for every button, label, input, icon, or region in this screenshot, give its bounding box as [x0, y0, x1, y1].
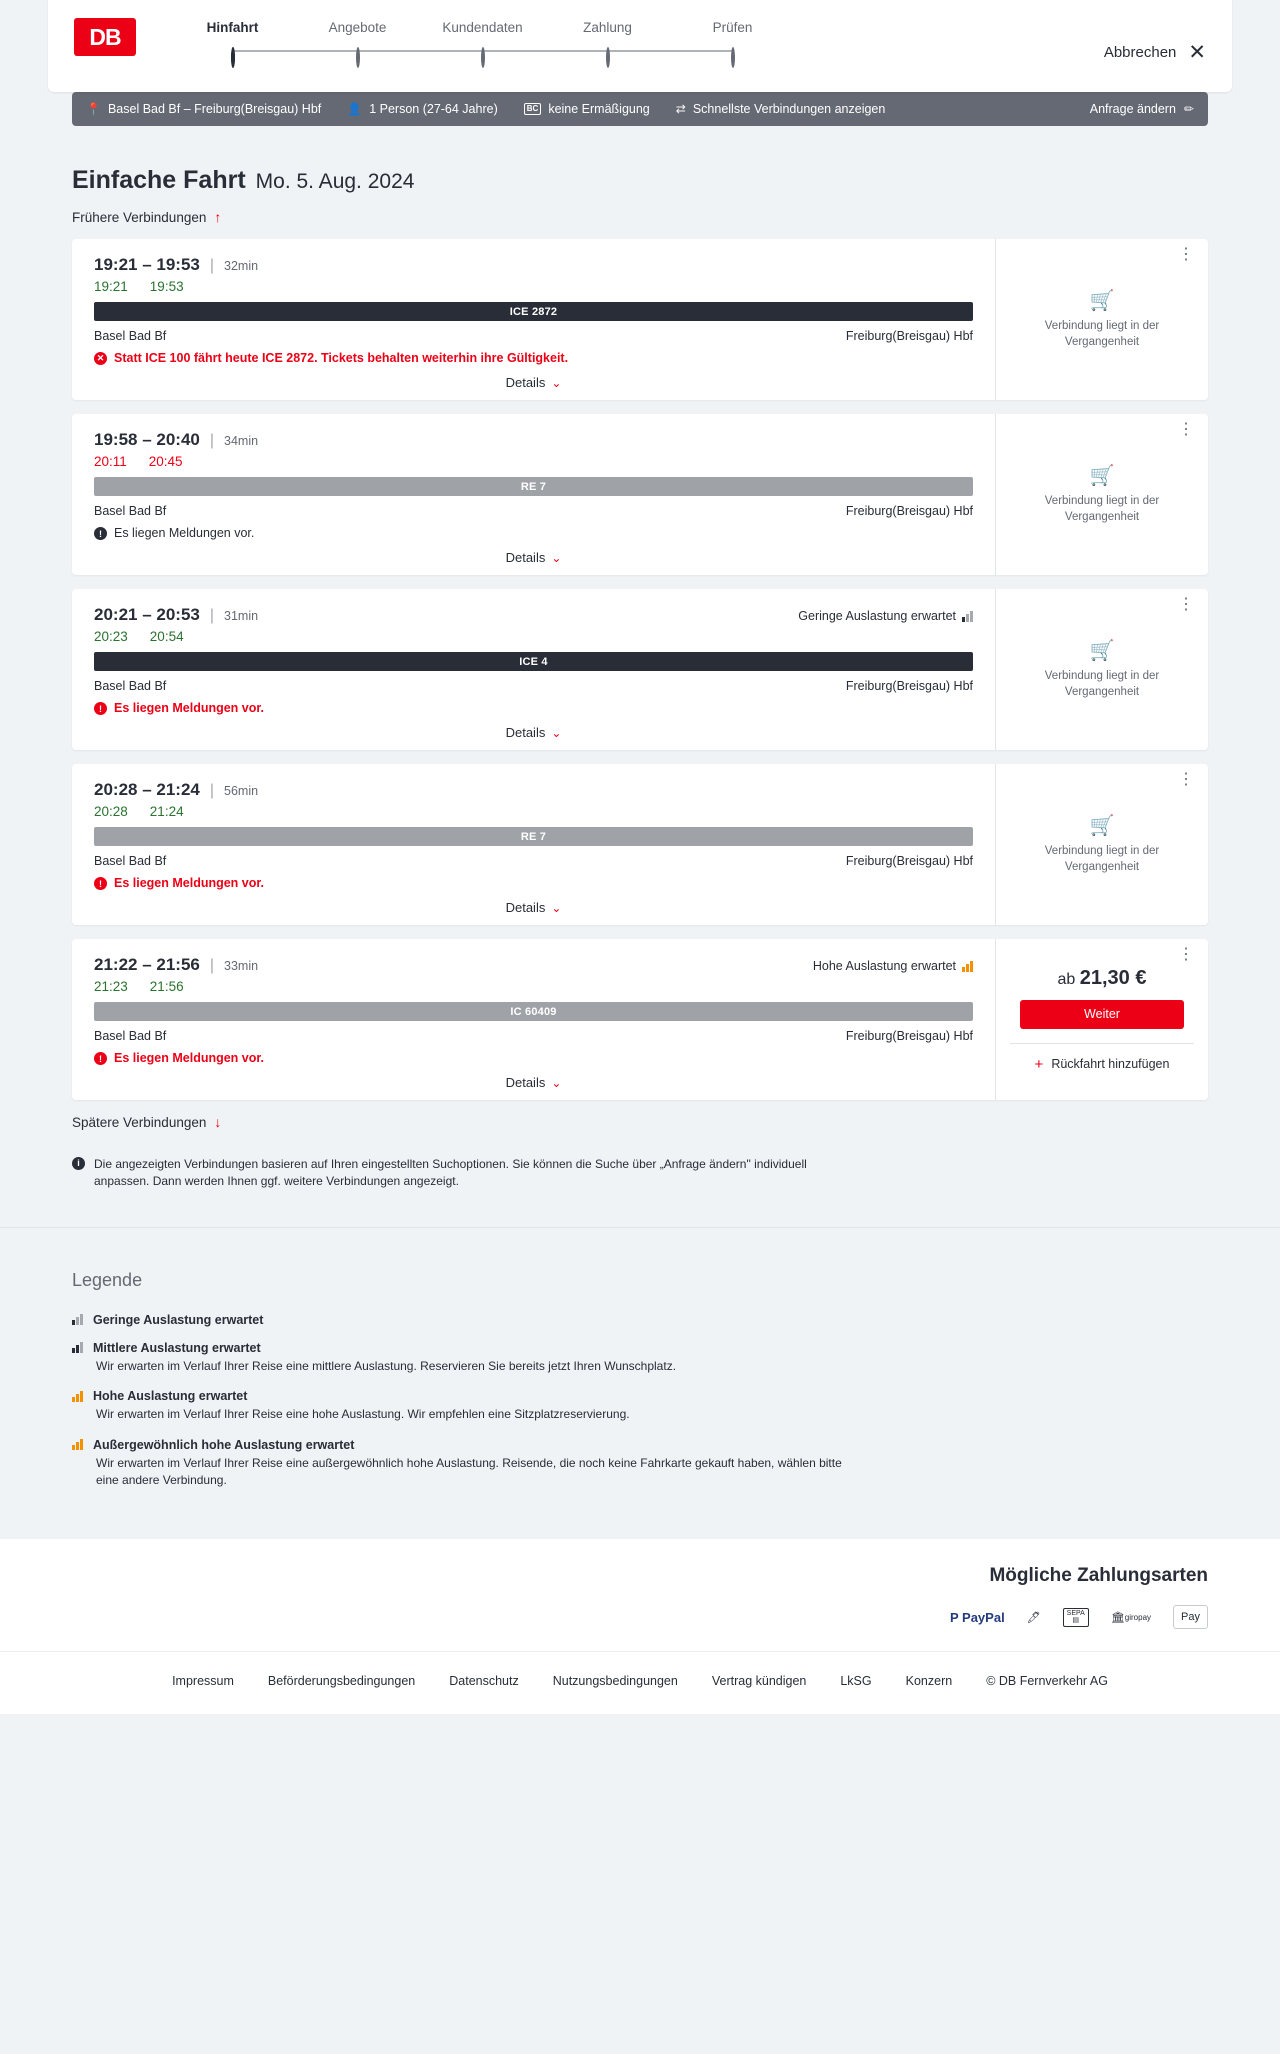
plus-icon: +	[1034, 1055, 1044, 1073]
details-toggle[interactable]	[94, 725, 973, 740]
destination-station: Freiburg(Breisgau) Hbf	[845, 679, 973, 693]
time-separator: |	[209, 432, 215, 449]
time-separator: |	[209, 782, 215, 799]
cart-icon: 🛒	[1089, 290, 1115, 313]
close-icon[interactable]: ✕	[1188, 41, 1206, 64]
more-options-icon[interactable]: ⋮	[1178, 421, 1194, 438]
utilization-icon	[72, 1439, 83, 1450]
lastschrift-icon: 🖊	[1026, 1611, 1041, 1624]
connection-details	[72, 414, 995, 575]
scheduled-time: 21:22 – 21:56	[94, 955, 200, 974]
connection-card	[72, 589, 1208, 750]
step-angebote[interactable]	[295, 20, 420, 67]
utilization-indicator	[798, 609, 973, 623]
info-icon: i	[72, 1157, 85, 1170]
db-logo: DB	[74, 18, 136, 56]
footer-link[interactable]: Beförderungsbedingungen	[267, 1674, 416, 1689]
connection-message-text: Es liegen Meldungen vor.	[114, 701, 265, 715]
destination-station: Freiburg(Breisgau) Hbf	[845, 504, 973, 518]
payment-methods-row	[72, 1605, 1208, 1629]
person-icon: 👤	[347, 102, 363, 116]
departure-realtime: 20:23	[94, 629, 128, 644]
utilization-indicator	[813, 959, 973, 973]
duration: 31min	[224, 609, 259, 623]
legend-item	[72, 1389, 1208, 1423]
legend-item-head	[72, 1341, 1208, 1355]
footer-link[interactable]: Impressum	[172, 1674, 234, 1689]
legend-item-label: Geringe Auslastung erwartet	[93, 1312, 264, 1327]
scheduled-time: 20:21 – 20:53	[94, 605, 200, 624]
main-content	[0, 166, 1280, 1191]
destination-station: Freiburg(Breisgau) Hbf	[845, 329, 973, 343]
connection-times-row	[94, 605, 973, 625]
more-options-icon[interactable]: ⋮	[1178, 246, 1194, 263]
chevron-down-icon: ⌄	[551, 726, 562, 740]
earlier-connections-label: Frühere Verbindungen	[72, 209, 207, 225]
duration: 33min	[224, 959, 259, 973]
cancel-button[interactable]	[1104, 42, 1206, 63]
time-separator: |	[209, 957, 215, 974]
query-discount[interactable]	[524, 102, 650, 116]
connection-offer	[995, 939, 1208, 1100]
page-title	[72, 166, 1208, 195]
step-dot	[606, 47, 610, 68]
time-separator: |	[209, 607, 215, 624]
earlier-connections-button[interactable]	[72, 209, 1208, 225]
giropay-icon: 🏛 giropay	[1110, 1611, 1152, 1624]
connection-message	[94, 526, 973, 540]
query-sort[interactable]	[676, 102, 886, 116]
footer-link[interactable]: Nutzungsbedingungen	[552, 1674, 678, 1689]
connection-message-text: Statt ICE 100 fährt heute ICE 2872. Tickets behalten weiterhin ihre Gültigkeit.	[114, 351, 569, 365]
connection-message-text: Es liegen Meldungen vor.	[114, 876, 265, 890]
connection-message	[94, 876, 973, 890]
scheduled-time: 19:21 – 19:53	[94, 255, 200, 274]
later-connections-button[interactable]	[72, 1114, 1208, 1130]
train-name: RE 7	[520, 830, 547, 843]
sepa-icon: SEPA ▤	[1063, 1605, 1089, 1629]
price-block	[1058, 967, 1147, 990]
footer-links	[0, 1674, 1280, 1688]
connection-details	[72, 939, 995, 1100]
train-name: IC 60409	[510, 1005, 557, 1018]
search-info-note	[72, 1156, 862, 1191]
cancel-label: Abbrechen	[1103, 44, 1177, 61]
query-route[interactable]	[86, 102, 321, 116]
scheduled-time: 19:58 – 20:40	[94, 430, 200, 449]
arrival-realtime: 20:45	[148, 454, 183, 469]
arrow-up-icon: ↑	[214, 209, 222, 225]
connection-times-row	[94, 955, 973, 975]
step-connector	[233, 50, 358, 52]
duration: 32min	[224, 259, 259, 273]
legend-title: Legende	[72, 1269, 143, 1290]
utilization-label: Hohe Auslastung erwartet	[812, 959, 956, 973]
paypal-icon: P PayPal	[949, 1609, 1005, 1625]
details-label: Details	[505, 1075, 546, 1090]
stations-row	[94, 854, 973, 868]
utilization-icon	[72, 1314, 83, 1325]
legend-item-label: Außergewöhnlich hohe Auslastung erwartet	[93, 1437, 355, 1452]
destination-station: Freiburg(Breisgau) Hbf	[845, 1029, 973, 1043]
time-separator: |	[209, 257, 215, 274]
more-options-icon[interactable]: ⋮	[1178, 596, 1194, 613]
origin-station: Basel Bad Bf	[94, 504, 167, 518]
query-passengers-label: 1 Person (27-64 Jahre)	[369, 102, 498, 116]
sort-icon: ⇄	[675, 102, 686, 116]
connection-message	[94, 1051, 973, 1065]
step-dot	[356, 47, 360, 68]
train-name: ICE 2872	[509, 305, 558, 318]
connection-message	[94, 351, 973, 365]
cart-icon: 🛒	[1089, 640, 1115, 663]
cart-icon: 🛒	[1089, 815, 1115, 838]
step-kundendaten[interactable]	[420, 20, 545, 67]
chevron-down-icon: ⌄	[551, 1076, 562, 1090]
legend-item-head	[72, 1389, 1208, 1403]
footer-link[interactable]: Konzern	[905, 1674, 953, 1689]
location-pin-icon: 📍	[86, 102, 101, 116]
origin-station: Basel Bad Bf	[94, 679, 167, 693]
train-bar	[94, 477, 973, 496]
footer-link[interactable]: LkSG	[840, 1674, 872, 1689]
chevron-down-icon: ⌄	[551, 551, 562, 565]
alert-icon: !	[94, 702, 107, 715]
realtime-row	[94, 629, 973, 644]
arrival-realtime: 21:24	[149, 804, 184, 819]
utilization-label: Geringe Auslastung erwartet	[798, 609, 956, 623]
step-connector	[483, 50, 608, 52]
past-connection-note: Verbindung liegt in der Vergangenheit	[1044, 845, 1160, 873]
connection-card	[72, 764, 1208, 925]
details-toggle[interactable]	[94, 550, 973, 565]
later-connections-label: Spätere Verbindungen	[72, 1114, 207, 1130]
step-label: Hinfahrt	[206, 20, 259, 35]
origin-station: Basel Bad Bf	[94, 854, 167, 868]
past-connection-note: Verbindung liegt in der Vergangenheit	[1044, 495, 1160, 523]
departure-realtime: 21:23	[94, 979, 128, 994]
train-bar	[94, 827, 973, 846]
step-hinfahrt[interactable]	[170, 20, 295, 67]
connection-times-row	[94, 430, 973, 450]
details-toggle[interactable]	[94, 1075, 973, 1090]
query-discount-label: keine Ermäßigung	[548, 102, 650, 116]
alert-icon: !	[94, 527, 107, 540]
departure-realtime: 20:11	[94, 454, 127, 469]
legend-item-head	[72, 1438, 1208, 1452]
app-header	[48, 0, 1232, 92]
legend-item-desc: Wir erwarten im Verlauf Ihrer Reise eine hohe Auslastung. Wir empfehlen eine Sitzplatzreservierung.	[96, 1407, 630, 1422]
legend-item	[72, 1438, 1208, 1490]
legend-item-head	[72, 1313, 1208, 1327]
origin-station: Basel Bad Bf	[94, 329, 167, 343]
alert-icon: !	[94, 1052, 107, 1065]
price-prefix: ab	[1057, 970, 1076, 988]
connections-list	[72, 239, 1208, 1100]
arrow-down-icon: ↓	[214, 1114, 222, 1130]
footer-link[interactable]: Vertrag kündigen	[711, 1674, 807, 1689]
add-return-label: Rückfahrt hinzufügen	[1051, 1057, 1170, 1071]
arrival-realtime: 19:53	[149, 279, 184, 294]
step-label: Angebote	[328, 20, 387, 35]
utilization-icon	[962, 961, 973, 972]
connection-offer	[995, 589, 1208, 750]
connection-message	[94, 701, 973, 715]
utilization-icon	[72, 1342, 83, 1353]
utilization-icon	[962, 611, 973, 622]
connection-offer	[995, 239, 1208, 400]
legend-item-desc: Wir erwarten im Verlauf Ihrer Reise eine mittlere Auslastung. Reservieren Sie bereits jetzt Ihren Wunschplatz.	[96, 1358, 677, 1373]
pencil-icon: ✏	[1183, 102, 1194, 116]
applepay-icon: Pay	[1173, 1605, 1208, 1629]
connection-card	[72, 414, 1208, 575]
connection-card	[72, 239, 1208, 400]
realtime-row	[94, 454, 973, 469]
realtime-row	[94, 804, 973, 819]
legend-item-desc: Wir erwarten im Verlauf Ihrer Reise eine außergewöhnlich hohe Auslastung. Reisende, die noch keine Fahrkarte gekauft haben, wählen bitte eine andere Verbindung.	[96, 1455, 842, 1487]
connection-details	[72, 764, 995, 925]
realtime-row	[94, 279, 973, 294]
connection-times-row	[94, 780, 973, 800]
page-footer	[0, 1651, 1280, 1714]
step-label: Zahlung	[583, 20, 632, 35]
origin-station: Basel Bad Bf	[94, 1029, 167, 1043]
connection-times-row	[94, 255, 973, 275]
query-route-label: Basel Bad Bf – Freiburg(Breisgau) Hbf	[107, 102, 322, 116]
connection-message-text: Es liegen Meldungen vor.	[114, 526, 255, 540]
details-label: Details	[505, 900, 546, 915]
connection-card	[72, 939, 1208, 1100]
past-connection-note: Verbindung liegt in der Vergangenheit	[1044, 320, 1160, 348]
booking-stepper	[170, 20, 795, 67]
departure-realtime: 20:28	[94, 804, 128, 819]
step-label: Kundendaten	[442, 20, 523, 35]
stations-row	[94, 329, 973, 343]
step-connector	[358, 50, 483, 52]
query-summary-bar	[72, 92, 1208, 126]
change-query-label: Anfrage ändern	[1089, 102, 1176, 116]
connection-offer	[995, 764, 1208, 925]
utilization-icon	[72, 1391, 83, 1402]
legend-section	[0, 1227, 1280, 1540]
step-dot	[731, 47, 735, 68]
train-name: ICE 4	[519, 655, 548, 668]
connection-message-text: Es liegen Meldungen vor.	[114, 1051, 265, 1065]
scheduled-time: 20:28 – 21:24	[94, 780, 200, 799]
train-bar	[94, 1002, 973, 1021]
more-options-icon[interactable]: ⋮	[1178, 946, 1194, 963]
step-connector	[608, 50, 733, 52]
stations-row	[94, 504, 973, 518]
alert-icon: !	[94, 877, 107, 890]
step-dot	[481, 47, 485, 68]
arrival-realtime: 20:54	[149, 629, 184, 644]
train-bar	[94, 302, 973, 321]
details-label: Details	[505, 550, 546, 565]
duration: 34min	[224, 434, 259, 448]
price-value: 21,30 €	[1079, 966, 1147, 989]
change-query-button[interactable]	[1090, 102, 1194, 116]
page-title-text: Einfache Fahrt	[72, 166, 246, 194]
payment-methods-title: Mögliche Zahlungsarten	[989, 1565, 1208, 1587]
step-prüfen[interactable]	[670, 20, 795, 67]
chevron-down-icon: ⌄	[551, 901, 562, 915]
duration: 56min	[224, 784, 259, 798]
departure-realtime: 19:21	[94, 279, 128, 294]
bahncard-icon: BC	[524, 103, 542, 115]
realtime-row	[94, 979, 973, 994]
step-label: Prüfen	[712, 20, 753, 35]
cart-icon: 🛒	[1089, 465, 1115, 488]
legend-items	[72, 1313, 1208, 1490]
train-name: RE 7	[520, 480, 547, 493]
footer-link[interactable]: Datenschutz	[449, 1674, 519, 1689]
query-sort-label: Schnellste Verbindungen anzeigen	[692, 102, 886, 116]
arrival-realtime: 21:56	[149, 979, 184, 994]
details-toggle[interactable]	[94, 375, 973, 390]
more-options-icon[interactable]: ⋮	[1178, 771, 1194, 788]
step-dot	[231, 47, 235, 68]
legend-item	[72, 1341, 1208, 1375]
details-label: Details	[505, 375, 546, 390]
alert-icon: ✕	[94, 352, 107, 365]
page-title-date: Mo. 5. Aug. 2024	[255, 170, 415, 193]
step-zahlung[interactable]	[545, 20, 670, 67]
query-passengers[interactable]	[347, 102, 498, 116]
payment-methods-section	[0, 1539, 1280, 1651]
chevron-down-icon: ⌄	[551, 376, 562, 390]
legend-item-label: Hohe Auslastung erwartet	[93, 1389, 248, 1404]
add-return-button[interactable]	[1010, 1043, 1194, 1073]
connection-offer	[995, 414, 1208, 575]
destination-station: Freiburg(Breisgau) Hbf	[845, 854, 973, 868]
train-bar	[94, 652, 973, 671]
copyright: © DB Fernverkehr AG	[986, 1674, 1108, 1689]
legend-item	[72, 1313, 1208, 1327]
connection-details	[72, 589, 995, 750]
past-connection-note: Verbindung liegt in der Vergangenheit	[1044, 670, 1160, 698]
continue-button[interactable]: Weiter	[1020, 1000, 1184, 1029]
details-label: Details	[505, 725, 546, 740]
connection-details	[72, 239, 995, 400]
stations-row	[94, 1029, 973, 1043]
details-toggle[interactable]	[94, 900, 973, 915]
legend-item-label: Mittlere Auslastung erwartet	[93, 1340, 261, 1355]
stations-row	[94, 679, 973, 693]
search-info-text: Die angezeigten Verbindungen basieren auf Ihren eingestellten Suchoptionen. Sie können die Suche über „Anfrage ändern" individuell anpassen. Dann werden Ihnen ggf. weitere Verbindungen angezeigt.	[94, 1157, 807, 1189]
